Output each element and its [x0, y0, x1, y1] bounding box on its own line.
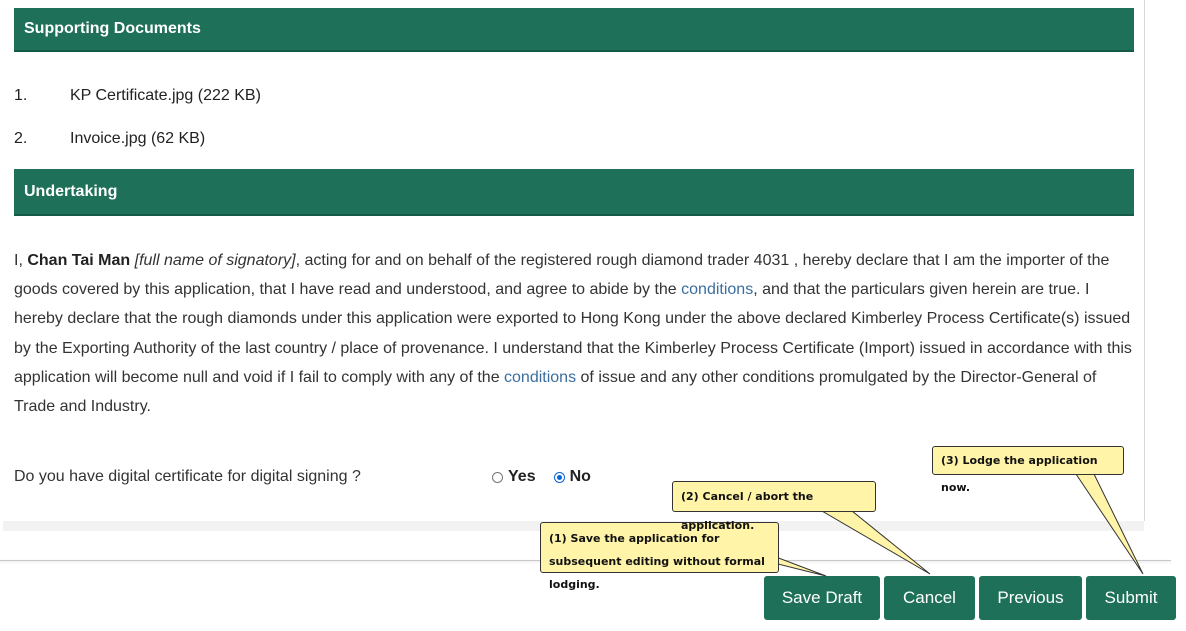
submit-callout: (3) Lodge the application now. — [932, 446, 1124, 475]
document-number: 1. — [14, 87, 28, 104]
document-number: 2. — [14, 130, 28, 147]
submit-button[interactable]: Submit — [1086, 576, 1176, 620]
previous-button[interactable]: Previous — [979, 576, 1082, 620]
save-draft-callout: (1) Save the application for subsequent editing without formal lodging. — [540, 522, 779, 573]
declaration-text: of issue and any other conditions promulgated by the Director-General of Trade and Industry. — [14, 368, 1097, 416]
declaration-text: , acting for and on behalf of the registered rough diamond trader 4031 , hereby declare that I am the importer of the goods covered by this application, that I have read and understood, and agree to abide by the — [14, 252, 1110, 299]
no-radio-label[interactable]: No — [569, 468, 591, 485]
cancel-button[interactable]: Cancel — [884, 576, 975, 620]
submit-callout-pointer — [1076, 474, 1143, 574]
cancel-callout: (2) Cancel / abort the application. — [672, 481, 876, 512]
document-name[interactable]: Invoice.jpg (62 KB) — [70, 130, 206, 147]
cancel-callout-pointer — [822, 511, 930, 574]
conditions-link[interactable]: conditions — [504, 368, 577, 386]
yes-radio-label[interactable]: Yes — [508, 468, 536, 485]
undertaking-title: Undertaking — [24, 182, 118, 200]
signatory-hint: [full name of signatory] — [134, 252, 296, 269]
document-name[interactable]: KP Certificate.jpg (222 KB) — [70, 87, 261, 104]
signatory-name: Chan Tai Man — [27, 252, 131, 269]
declaration-text: , and that the particulars given herein are true. I hereby declare that the rough diamonds under this application were exported to Hong Kong under the above declared Kimberley Process Certificate(s) issued by the Exporting Authority of the last country / place of provenance. I understand that the Kimberley Process Certificate (Import) issued in accordance with this application will become null and void if I fail to comply with any of the — [14, 281, 1132, 386]
supporting-documents-title: Supporting Documents — [24, 20, 201, 37]
save-draft-button[interactable]: Save Draft — [764, 576, 880, 620]
conditions-link[interactable]: conditions — [681, 281, 754, 299]
declaration-text: I, — [14, 252, 28, 269]
digital-cert-question: Do you have digital certificate for digital signing ? — [14, 468, 361, 485]
